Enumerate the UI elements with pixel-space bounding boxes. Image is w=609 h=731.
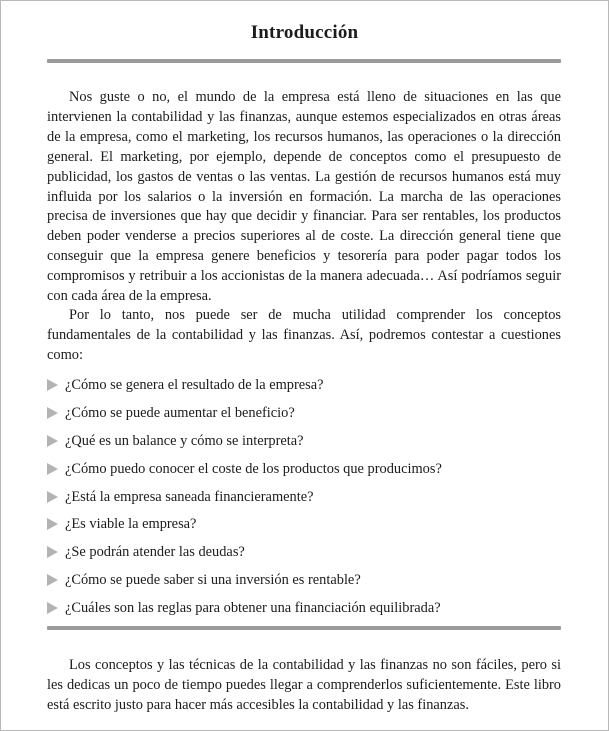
question-text: ¿Cuáles son las reglas para obtener una financiación equilibrada? <box>65 599 441 616</box>
triangle-right-icon <box>47 602 58 614</box>
question-text: ¿Cómo se genera el resultado de la empresa? <box>65 377 324 394</box>
list-item <box>47 372 561 400</box>
triangle-right-icon <box>47 407 58 419</box>
triangle-right-icon <box>47 463 58 475</box>
list-item <box>47 483 561 511</box>
question-list <box>47 372 561 622</box>
question-text: ¿Cómo se puede aumentar el beneficio? <box>65 405 295 422</box>
triangle-right-icon <box>47 435 58 447</box>
top-divider <box>47 59 561 63</box>
list-item <box>47 511 561 539</box>
triangle-right-icon <box>47 518 58 530</box>
closing-paragraph: Los conceptos y las técnicas de la contabilidad y las finanzas no son fáciles, pero si les dedicas un poco de tiempo puedes llegar a comprenderlos suficientemente. Este libro está escrito justo para hacer más accesibles la contabilidad y las finanzas. <box>47 657 561 713</box>
list-item <box>47 539 561 567</box>
question-text: ¿Cómo se puede saber si una inversión es rentable? <box>65 571 361 588</box>
bottom-divider <box>47 626 561 630</box>
question-text: ¿Se podrán atender las deudas? <box>65 544 245 561</box>
intro-paragraph: Nos guste o no, el mundo de la empresa está lleno de situaciones en las que intervienen la contabilidad y las finanzas, aunque estemos especializados en otras áreas de la empresa, como el marketing, los recursos humanos, las operaciones o la dirección general. El marketing, por ejemplo, depende de conceptos como el presupuesto de publicidad, los gastos de ventas o las ventas. La gestión de recursos humanos está muy influida por los salarios o la inversión en formación. La marcha de las operaciones precisa de inversiones que hay que decidir y financiar. Para ser rentables, los productos deben poder venderse a precios superiores al de coste. La dirección general tiene que conseguir que la empresa genere beneficios y tesorería para poder pagar todos los compromisos y retribuir a los accionistas de la manera adecuada… Así podríamos seguir con cada área de la empresa. <box>47 89 561 305</box>
second-paragraph: Por lo tanto, nos puede ser de mucha utilidad comprender los conceptos fundamentales de la contabilidad y las finanzas. Así, podremos contestar a cuestiones como: <box>47 307 561 363</box>
list-item <box>47 567 561 595</box>
list-item <box>47 400 561 428</box>
question-text: ¿Está la empresa saneada financieramente? <box>65 488 314 505</box>
question-text: ¿Qué es un balance y cómo se interpreta? <box>65 432 304 449</box>
triangle-right-icon <box>47 574 58 586</box>
triangle-right-icon <box>47 491 58 503</box>
list-item <box>47 455 561 483</box>
triangle-right-icon <box>47 546 58 558</box>
question-text: ¿Cómo puedo conocer el coste de los productos que producimos? <box>65 460 442 477</box>
list-item <box>47 428 561 456</box>
page-title: Introducción <box>250 22 359 43</box>
question-text: ¿Es viable la empresa? <box>65 516 197 533</box>
list-item <box>47 594 561 622</box>
triangle-right-icon <box>47 379 58 391</box>
